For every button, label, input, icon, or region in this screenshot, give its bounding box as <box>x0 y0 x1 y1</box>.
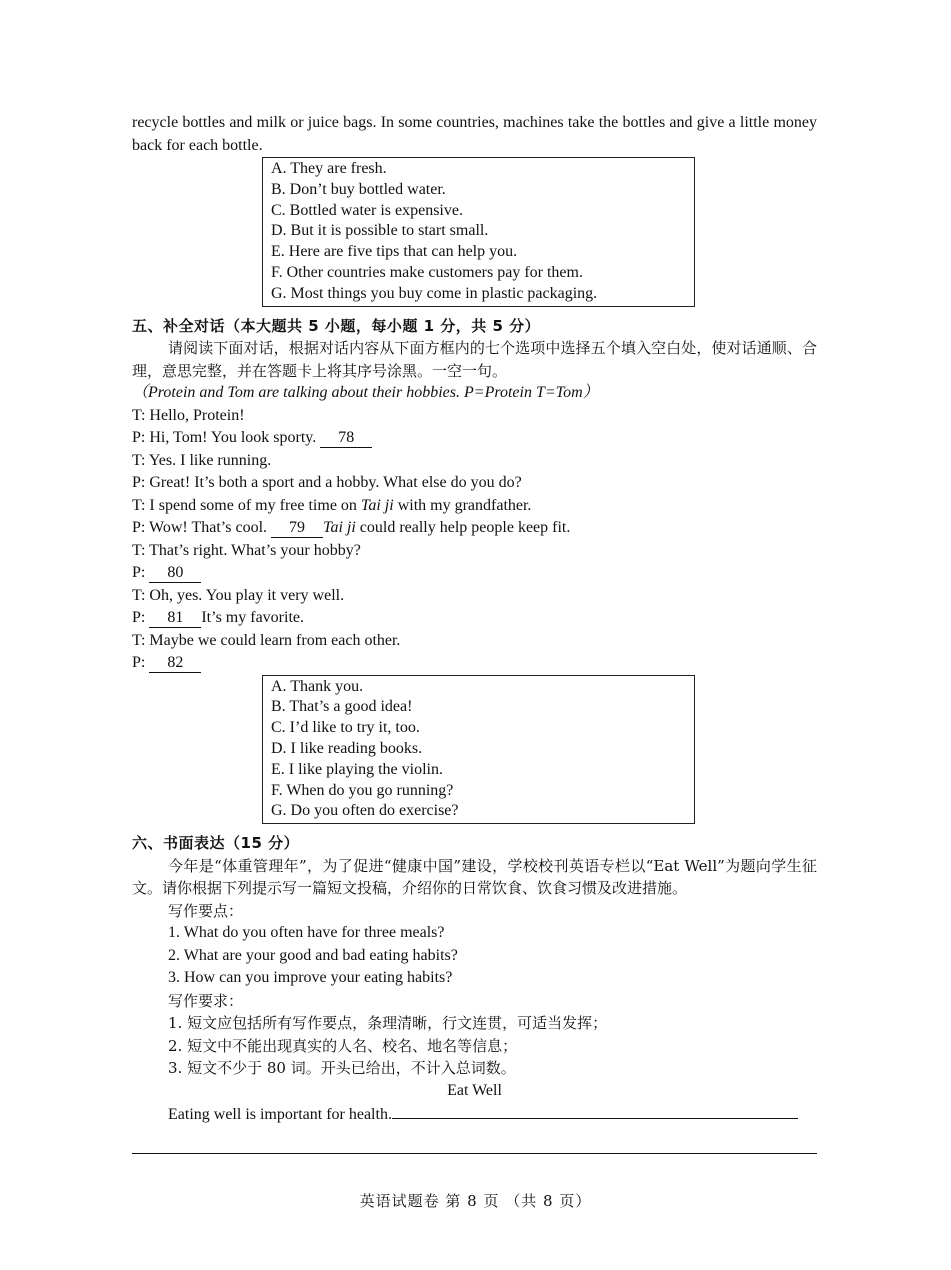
dialogue-line-10 <box>132 607 817 630</box>
option-f: F. Other countries make customers pay for them. <box>271 263 583 281</box>
dialogue-line-5 <box>132 495 817 518</box>
dialogue <box>132 405 817 675</box>
option-e: E. I like playing the violin. <box>271 760 443 778</box>
dialogue-text: It’s my favorite. <box>201 609 304 627</box>
essay-title: Eat Well <box>447 1081 502 1099</box>
requirement-1: 1. 短文应包括所有写作要点，条理清晰，行文连贯，可适当发挥； <box>168 1014 608 1033</box>
blank-79: 79 <box>271 519 323 538</box>
page-footer: 英语试题卷 第 8 页 （共 8 页） <box>359 1192 592 1210</box>
writing-line <box>392 1102 798 1119</box>
requirements-label: 写作要求： <box>168 991 244 1010</box>
dialogue-text: with my grandfather. <box>393 496 532 514</box>
dialogue-text: T: I spend some of my free time on <box>132 496 361 514</box>
option-d: D. I like reading books. <box>271 739 423 757</box>
options-box-1 <box>262 157 695 307</box>
option-a: A. Thank you. <box>271 677 364 695</box>
dialogue-text: P: Wow! That’s cool. <box>132 519 272 537</box>
option-f: F. When do you go running? <box>271 781 454 799</box>
context-text: （Protein and Tom are talking about their hobbies. P=Protein T=Tom） <box>132 384 599 402</box>
writing-line <box>132 1127 817 1154</box>
dialogue-line-8 <box>132 562 817 585</box>
option-d: D. But it is possible to start small. <box>271 222 489 240</box>
option-b: B. That’s a good idea! <box>271 698 413 716</box>
requirement-3: 3. 短文不少于 80 词。开头已给出，不计入总词数。 <box>168 1059 516 1078</box>
speaker-label: P: <box>132 654 150 672</box>
taiji-term: Tai ji <box>323 519 356 537</box>
section5-heading: 五、补全对话（本大题共 5 小题，每小题 1 分，共 5 分） <box>132 316 541 335</box>
dialogue-line-3: T: Yes. I like running. <box>132 451 272 469</box>
speaker-label: P: <box>132 609 150 627</box>
option-g: G. Do you often do exercise? <box>271 802 459 820</box>
essay-start: Eating well is important for health. <box>168 1106 392 1124</box>
dialogue-line-6 <box>132 517 817 540</box>
requirement-2: 2. 短文中不能出现真实的人名、校名、地名等信息； <box>168 1036 518 1055</box>
points-label: 写作要点： <box>168 901 244 920</box>
option-b: B. Don’t buy bottled water. <box>271 180 446 198</box>
options-box-2 <box>262 675 695 825</box>
essay-start-line <box>132 1102 817 1127</box>
taiji-term: Tai ji <box>360 496 394 514</box>
blank-81: 81 <box>149 609 201 628</box>
dialogue-text: P: Hi, Tom! You look sporty. <box>132 429 321 447</box>
point-1: 1. What do you often have for three meals? <box>168 924 445 942</box>
dialogue-line-2 <box>132 427 817 450</box>
dialogue-text: could really help people keep fit. <box>355 519 571 537</box>
dialogue-line-4: P: Great! It’s both a sport and a hobby. What else do you do? <box>132 474 522 492</box>
option-c: C. Bottled water is expensive. <box>271 201 463 219</box>
point-2: 2. What are your good and bad eating habits? <box>168 946 458 964</box>
point-3: 3. How can you improve your eating habits? <box>168 969 453 987</box>
dialogue-line-9: T: Oh, yes. You play it very well. <box>132 586 345 604</box>
dialogue-line-11: T: Maybe we could learn from each other. <box>132 631 401 649</box>
speaker-label: P: <box>132 564 150 582</box>
blank-80: 80 <box>149 564 201 583</box>
dialogue-line-7: T: That’s right. What’s your hobby? <box>132 541 361 559</box>
option-c: C. I’d like to try it, too. <box>271 719 420 737</box>
dialogue-line-12 <box>132 652 817 675</box>
section6-intro: 今年是“体重管理年”，为了促进“健康中国”建设，学校校刊英语专栏以“Eat Well”为题向学生征文。请你根据下列提示写一篇短文投稿，介绍你的日常饮食、饮食习惯及改进措施。 <box>132 856 817 898</box>
blank-78: 78 <box>320 429 372 448</box>
blank-82: 82 <box>149 654 201 673</box>
exam-page <box>132 112 817 1154</box>
section5-instructions: 请阅读下面对话，根据对话内容从下面方框内的七个选项中选择五个填入空白处，使对话通顺、合理，意思完整，并在答题卡上将其序号涂黑。一空一句。 <box>132 339 817 380</box>
option-a: A. They are fresh. <box>271 160 387 177</box>
option-g: G. Most things you buy come in plastic packaging. <box>271 284 598 302</box>
top-paragraph: recycle bottles and milk or juice bags. In some countries, machines take the bottles and give a little money back for each bottle. <box>132 114 817 154</box>
section5-context <box>132 382 817 405</box>
dialogue-line-1: T: Hello, Protein! <box>132 406 245 424</box>
section6-heading: 六、书面表达（15 分） <box>132 834 300 853</box>
option-e: E. Here are five tips that can help you. <box>271 243 518 261</box>
